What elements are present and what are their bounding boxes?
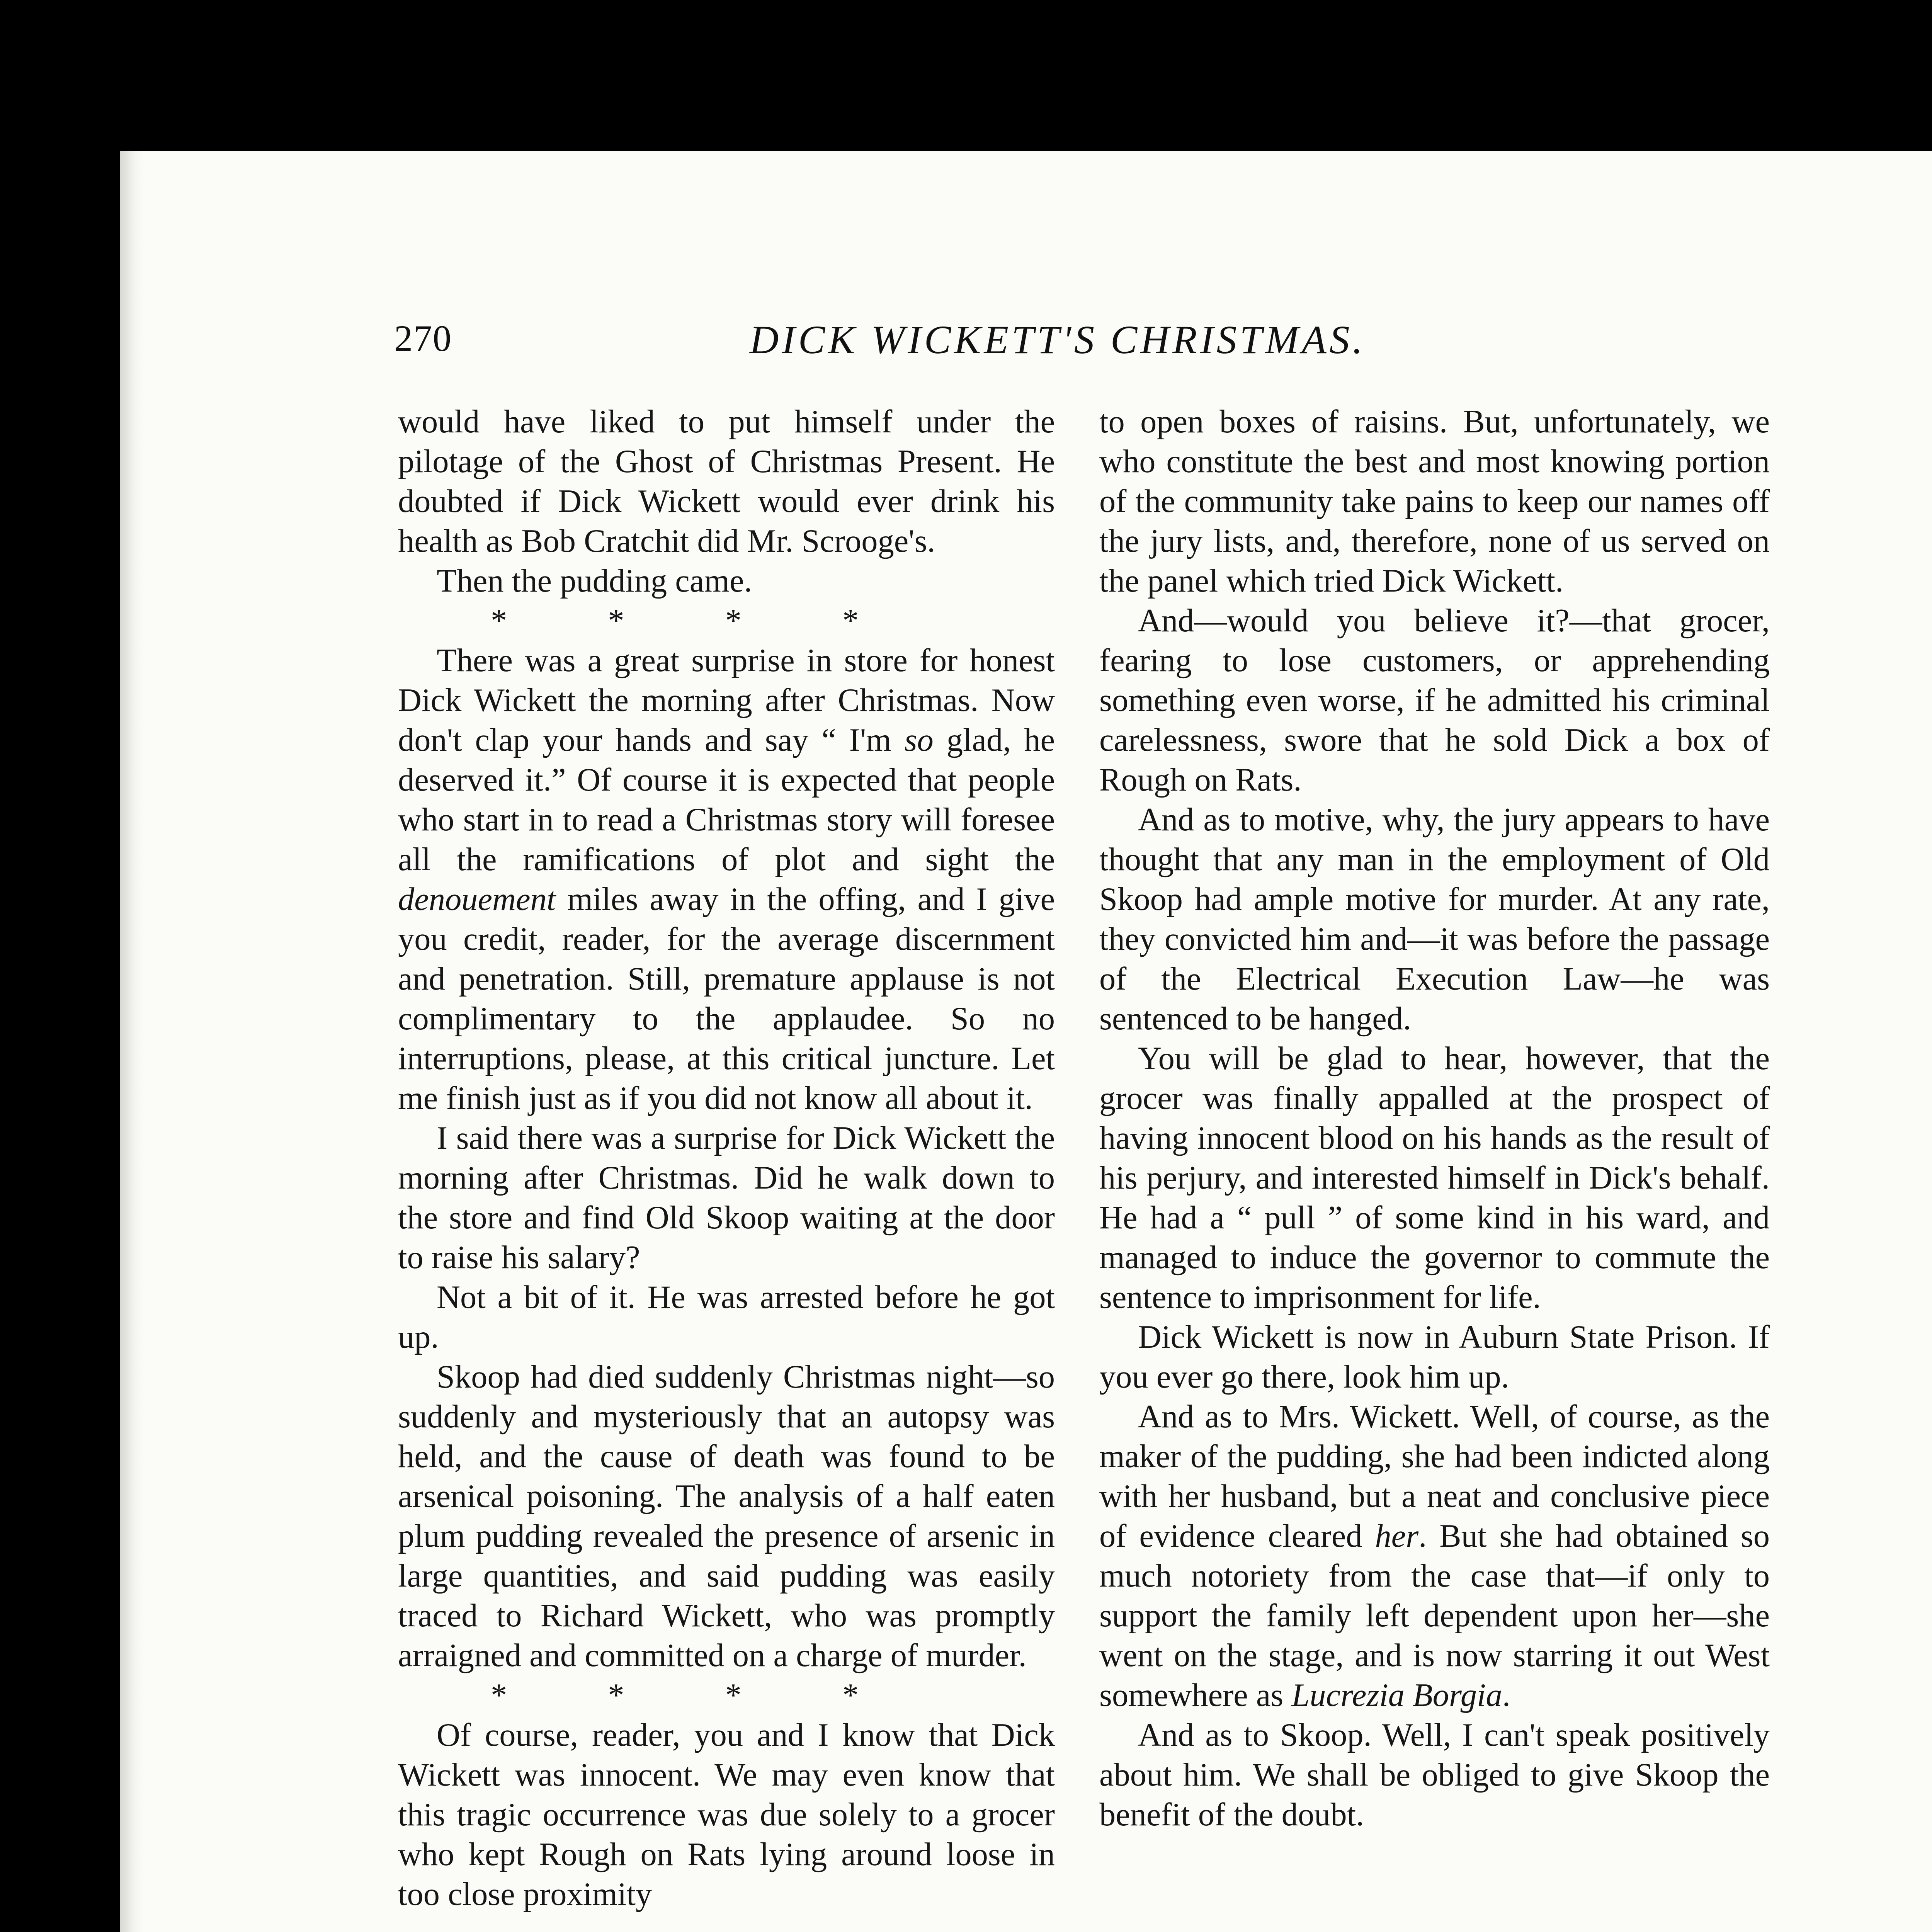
page-number: 270 (394, 318, 452, 359)
text-run: . (1502, 1677, 1510, 1713)
italic-text: Lucrezia Borgia (1291, 1677, 1502, 1713)
page-edge-shadow (120, 151, 143, 1932)
paragraph: And as to Skoop. Well, I can't speak positively about him. We shall be obliged to give Skoop the benefit of the doubt. (1099, 1717, 1770, 1833)
italic-text: so (904, 722, 934, 758)
text-run: glad, he deserved it.” Of course it is expected that people who start in to read a Christmas story will foresee all the ramifications of plot and sight the (398, 722, 1055, 878)
italic-text: her (1375, 1518, 1419, 1554)
italic-text: denouement (398, 881, 556, 917)
paragraph (398, 641, 1055, 1118)
paragraph: And as to motive, why, the jury appears to have thought that any man in the employment of Old Skoop had ample motive for murder. At any rate, they convicted him and—it was before the passage of the Electrical Execution Law—he was sentenced to be hanged. (1099, 802, 1770, 1037)
continued-paragraph: to open boxes of raisins. But, unfortunately, we who constitute the best and most knowing portion of the community take pains to keep our names off the jury lists, and, therefore, none of us served on the panel which tried Dick Wickett. (1099, 404, 1770, 599)
paragraph: And—would you believe it?—that grocer, fearing to lose customers, or apprehending something even worse, if he admitted his criminal carelessness, swore that he sold Dick a box of Rough on Rats. (1099, 603, 1770, 798)
text-run: And as to Mrs. Wickett. Well, of course, as the maker of the pudding, she had been indicted along with her husband, but a neat and conclusive piece of evidence cleared (1099, 1399, 1770, 1554)
text-run: . But she had obtained so much notoriety from the case that—if only to support the family left dependent upon her—she went on the stage, and is now starring it out West somewhere as (1099, 1518, 1770, 1713)
section-break-asterisks: * * * * (491, 1677, 859, 1713)
paragraph: Then the pudding came. (437, 563, 752, 599)
left-text-column (398, 402, 1055, 1914)
running-header (394, 317, 1468, 371)
text-run: There was a great surprise in store for honest Dick Wickett the morning after Christmas. Now don't clap your hands and say “ I'm (398, 643, 1055, 758)
paragraph: Skoop had died suddenly Christmas night—so suddenly and mysteriously that an autopsy was held, and the cause of death was found to be arsenical poisoning. The analysis of a half eaten plum pudding revealed the presence of arsenic in large quantities, and said pudding was easily traced to Richard Wickett, who was promptly arraigned and committed on a charge of murder. (398, 1359, 1055, 1673)
paragraph: Dick Wickett is now in Auburn State Prison. If you ever go there, look him up. (1099, 1319, 1770, 1395)
continued-paragraph: would have liked to put himself under the pilotage of the Ghost of Christmas Present. He doubted if Dick Wickett would ever drink his health as Bob Cratchit did Mr. Scrooge's. (398, 404, 1055, 559)
section-break-asterisks: * * * * (491, 603, 859, 639)
running-title: DICK WICKETT'S CHRISTMAS. (750, 318, 1366, 362)
right-text-column (1099, 402, 1770, 1835)
paragraph: You will be glad to hear, however, that the grocer was finally appalled at the prospect of having innocent blood on his hands as the result of his perjury, and interested himself in Dick's behalf. He had a “ pull ” of some kind in his ward, and managed to induce the governor to commute the sentence to imprisonment for life. (1099, 1041, 1770, 1315)
paragraph: Not a bit of it. He was arrested before he got up. (398, 1279, 1055, 1355)
paragraph: I said there was a surprise for Dick Wickett the morning after Christmas. Did he walk down to the store and find Old Skoop waiting at the door to raise his salary? (398, 1120, 1055, 1276)
paragraph: Of course, reader, you and I know that Dick Wickett was innocent. We may even know that this tragic occurrence was due solely to a grocer who kept Rough on Rats lying around loose in too close proximity (398, 1717, 1055, 1912)
paragraph (1099, 1397, 1770, 1715)
text-run: miles away in the offing, and I give you credit, reader, for the average discernment and penetration. Still, premature applause is not complimentary to the applaudee. So no interruptions, please, at this critical juncture. Let me finish just as if you did not know all about it. (398, 881, 1055, 1116)
